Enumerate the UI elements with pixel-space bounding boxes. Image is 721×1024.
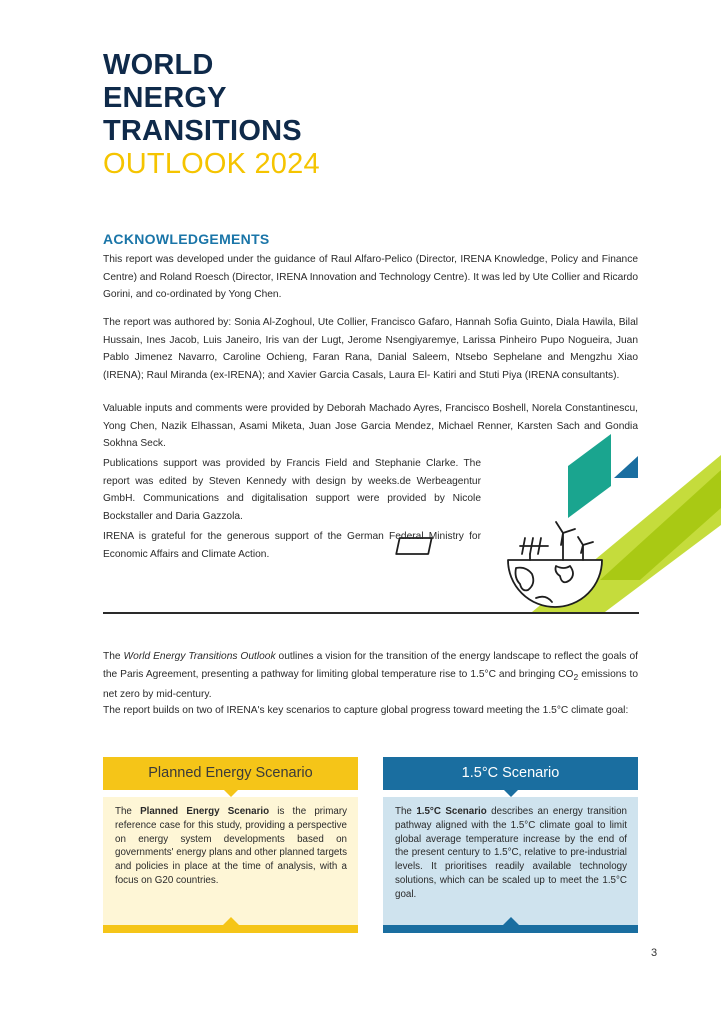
onefive-scenario-body xyxy=(383,797,638,925)
ack-paragraph-guidance: This report was developed under the guidance of Raul Alfaro-Pelico (Director, IRENA Knowledge, Policy and Finance Centre) and Roland Roesch (Director, IRENA Innovation and Technology Centre). It was led by Ute Collier and Ricardo Gorini, and co-ordinated by Yong Chen. xyxy=(103,254,638,301)
acknowledgements-heading: ACKNOWLEDGEMENTS xyxy=(103,231,270,247)
planned-text-prefix: The xyxy=(115,806,141,817)
planned-text-bold: Planned Energy Scenario xyxy=(140,806,270,817)
onefive-scenario-text xyxy=(395,805,627,902)
intro-p1-sub: 2 xyxy=(573,671,579,682)
intro-paragraph-outlook xyxy=(103,648,638,704)
planned-footer-notch xyxy=(223,917,239,925)
section-divider xyxy=(103,612,639,614)
onefive-header-notch xyxy=(503,789,519,797)
onefive-text-bold: 1.5°C Scenario xyxy=(416,806,487,817)
onefive-footer-notch xyxy=(503,917,519,925)
intro-p1-prefix: The xyxy=(103,651,124,662)
report-title xyxy=(103,49,320,181)
planned-header-notch xyxy=(223,789,239,797)
title-line-world: WORLD xyxy=(103,49,214,81)
planned-scenario-body xyxy=(103,797,358,925)
onefive-scenario-header: 1.5°C Scenario xyxy=(383,757,638,790)
planned-text-suffix: is the primary reference case for this study, providing a perspective on energy system developments based on governments' energy plans and other planned targets and policies in place at the time of analysis, with a focus on G20 countries. xyxy=(115,806,347,886)
title-line-transitions: TRANSITIONS xyxy=(103,115,302,147)
planned-scenario-header: Planned Energy Scenario xyxy=(103,757,358,790)
title-line-energy: ENERGY xyxy=(103,82,227,114)
ack-paragraph-publications: Publications support was provided by Francis Field and Stephanie Clarke. The report was edited by Steven Kennedy with design by weeks.de Werbeagentur GmbH. Communications and digitalisation support were provided by Nicole Bockstaller and Daria Gazzola. xyxy=(103,458,481,522)
onefive-text-prefix: The xyxy=(395,806,417,817)
intro-p1-suffix: emissions to net zero by mid-century. xyxy=(103,668,638,701)
intro-p1-mid: outlines a vision for the transition of the energy landscape to reflect the goals of the Paris Agreement, presenting a pathway for limiting global temperature rise to 1.5°C and bringing CO xyxy=(103,651,638,680)
planned-scenario-footer xyxy=(103,925,358,933)
ack-paragraph-funding: IRENA is grateful for the generous support of the German Federal Ministry for Economic Affairs and Climate Action. xyxy=(103,531,481,560)
intro-paragraph-scenarios: The report builds on two of IRENA's key scenarios to capture global progress toward meeting the 1.5°C climate goal: xyxy=(103,705,629,716)
page-number: 3 xyxy=(651,947,658,959)
intro-p1-italic: World Energy Transitions Outlook xyxy=(123,651,276,662)
onefive-scenario-footer xyxy=(383,925,638,933)
onefive-text-suffix: describes an energy transition pathway aligned with the 1.5°C climate goal to limit global average temperature increase by the end of the present century to 1.5°C, relative to pre-industrial levels. It prioritises readily available technology solutions, which can be scaled up to meet the 1.5°C goal. xyxy=(395,806,628,900)
ack-paragraph-inputs: Valuable inputs and comments were provided by Deborah Machado Ayres, Francisco Boshell, Norela Constantinescu, Yong Chen, Nazik Elhassan, Asami Miketa, Juan Jose Garcia Mendez, Michael Renner, Karsten Sach and Gondia Sokhna Seck. xyxy=(103,403,638,450)
planned-scenario-text xyxy=(115,805,347,888)
ack-paragraph-authors: The report was authored by: Sonia Al-Zoghoul, Ute Collier, Francisco Gafaro, Hannah Sofia Guinto, Diala Hawila, Bilal Hussain, Ines Jacob, Luis Janeiro, Iris van der Lugt, Jerome Nsengiyaremye, Larissa Pinheiro Pupo Nogueira, Juan Pablo Jimenez Navarro, Caroline Ochieng, Faran Rana, Danial Saleem, Ntsebo Sephelane and Mengzhu Xiao (IRENA); Raul Miranda (ex-IRENA); and Xavier Garcia Casals, Laura El- Katiri and Stuti Piya (IRENA consultants). xyxy=(103,317,638,381)
blue-triangle-shape xyxy=(614,456,638,478)
title-line-outlook: OUTLOOK 2024 xyxy=(103,148,320,180)
